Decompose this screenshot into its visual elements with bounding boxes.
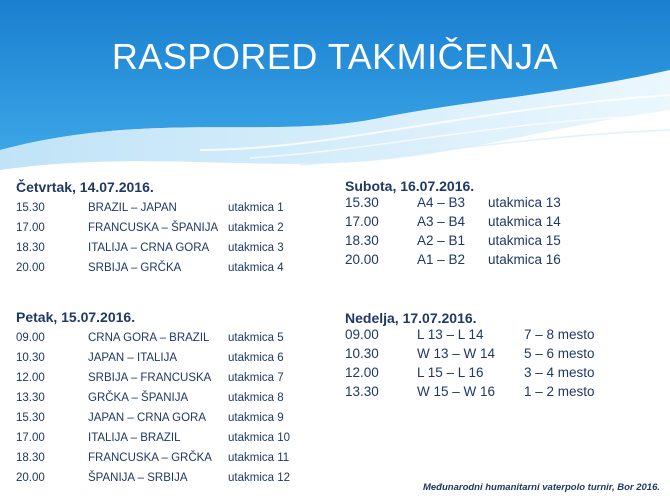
match-label: utakmica 2 bbox=[228, 222, 284, 234]
match-row bbox=[16, 259, 316, 279]
match-row bbox=[16, 389, 316, 409]
match-time: 12.00 bbox=[345, 365, 379, 380]
day-title: Petak, 15.07.2016. bbox=[16, 309, 136, 325]
match-row bbox=[345, 345, 645, 364]
match-label: utakmica 12 bbox=[228, 472, 291, 484]
day-title: Nedelja, 17.07.2016. bbox=[345, 310, 477, 326]
match-teams: W 15 – W 16 bbox=[417, 384, 496, 399]
match-teams: A4 – B3 bbox=[417, 195, 466, 210]
match-row bbox=[16, 469, 316, 489]
match-time: 20.00 bbox=[345, 252, 379, 267]
match-label: utakmica 1 bbox=[228, 202, 284, 214]
page-title: RASPORED TAKMIČENJA bbox=[111, 36, 559, 77]
match-label: utakmica 6 bbox=[228, 352, 284, 364]
match-label: utakmica 7 bbox=[228, 372, 284, 384]
footer-note: Međunarodni humanitarni vaterpolo turnir, Bor 2016. bbox=[422, 482, 660, 493]
match-time: 15.30 bbox=[16, 412, 45, 424]
match-row bbox=[16, 429, 316, 449]
match-teams: SRBIJA – FRANCUSKA bbox=[88, 372, 212, 384]
day-title: Četvrtak, 14.07.2016. bbox=[16, 179, 154, 195]
match-teams: A2 – B1 bbox=[417, 233, 466, 248]
match-time: 10.30 bbox=[16, 352, 45, 364]
match-row bbox=[345, 326, 645, 345]
match-label: utakmica 8 bbox=[228, 392, 284, 404]
day-friday bbox=[16, 309, 316, 489]
match-row bbox=[16, 199, 316, 219]
match-label: utakmica 13 bbox=[488, 195, 561, 210]
header-banner bbox=[0, 0, 670, 175]
match-row bbox=[16, 449, 316, 469]
match-time: 09.00 bbox=[345, 327, 379, 342]
match-row bbox=[345, 194, 645, 213]
match-label: utakmica 15 bbox=[488, 233, 561, 248]
match-label: utakmica 5 bbox=[228, 332, 284, 344]
match-teams: GRČKA – ŠPANIJA bbox=[88, 392, 189, 404]
match-time: 13.30 bbox=[16, 392, 45, 404]
match-time: 17.00 bbox=[16, 432, 45, 444]
match-teams: A3 – B4 bbox=[417, 214, 466, 229]
match-teams: ITALIJA – CRNA GORA bbox=[88, 242, 210, 254]
match-time: 15.30 bbox=[16, 202, 45, 214]
match-label: utakmica 11 bbox=[228, 452, 290, 464]
match-teams: CRNA GORA – BRAZIL bbox=[88, 332, 210, 344]
match-row bbox=[16, 329, 316, 349]
match-label: 5 – 6 mesto bbox=[524, 346, 595, 361]
match-time: 10.30 bbox=[345, 346, 379, 361]
match-time: 17.00 bbox=[16, 222, 45, 234]
day-sunday bbox=[345, 310, 645, 402]
match-row bbox=[16, 349, 316, 369]
match-time: 18.30 bbox=[16, 452, 45, 464]
match-row bbox=[16, 409, 316, 429]
match-time: 12.00 bbox=[16, 372, 45, 384]
match-row bbox=[345, 213, 645, 232]
day-title: Subota, 16.07.2016. bbox=[345, 178, 475, 194]
match-teams: FRANCUSKA – ŠPANIJA bbox=[88, 222, 219, 234]
match-row bbox=[16, 219, 316, 239]
match-label: 3 – 4 mesto bbox=[524, 365, 595, 380]
match-teams: JAPAN – CRNA GORA bbox=[88, 412, 207, 424]
match-row bbox=[345, 251, 645, 270]
match-teams: FRANCUSKA – GRČKA bbox=[88, 452, 212, 464]
match-time: 18.30 bbox=[16, 242, 45, 254]
match-label: 1 – 2 mesto bbox=[524, 384, 595, 399]
match-row bbox=[345, 383, 645, 402]
match-teams: L 15 – L 16 bbox=[417, 365, 484, 380]
day-thursday bbox=[16, 179, 316, 279]
match-teams: JAPAN – ITALIJA bbox=[88, 352, 178, 364]
match-teams: A1 – B2 bbox=[417, 252, 466, 267]
match-time: 20.00 bbox=[16, 262, 45, 274]
match-teams: BRAZIL – JAPAN bbox=[88, 202, 177, 214]
match-teams: ŠPANIJA – SRBIJA bbox=[88, 472, 188, 484]
match-time: 17.00 bbox=[345, 214, 379, 229]
match-time: 13.30 bbox=[345, 384, 379, 399]
match-time: 20.00 bbox=[16, 472, 45, 484]
match-row bbox=[16, 369, 316, 389]
match-time: 18.30 bbox=[345, 233, 379, 248]
day-saturday bbox=[345, 178, 645, 270]
match-time: 15.30 bbox=[345, 195, 379, 210]
match-teams: SRBIJA – GRČKA bbox=[88, 262, 182, 274]
match-row bbox=[345, 232, 645, 251]
match-label: utakmica 9 bbox=[228, 412, 284, 424]
match-label: utakmica 3 bbox=[228, 242, 284, 254]
match-label: 7 – 8 mesto bbox=[524, 327, 595, 342]
match-row bbox=[345, 364, 645, 383]
wave-background bbox=[0, 0, 670, 175]
match-row bbox=[16, 239, 316, 259]
match-label: utakmica 4 bbox=[228, 262, 284, 274]
match-teams: W 13 – W 14 bbox=[417, 346, 496, 361]
match-label: utakmica 14 bbox=[488, 214, 561, 229]
match-teams: L 13 – L 14 bbox=[417, 327, 484, 342]
match-label: utakmica 16 bbox=[488, 252, 561, 267]
match-time: 09.00 bbox=[16, 332, 45, 344]
match-teams: ITALIJA – BRAZIL bbox=[88, 432, 181, 444]
match-label: utakmica 10 bbox=[228, 432, 291, 444]
